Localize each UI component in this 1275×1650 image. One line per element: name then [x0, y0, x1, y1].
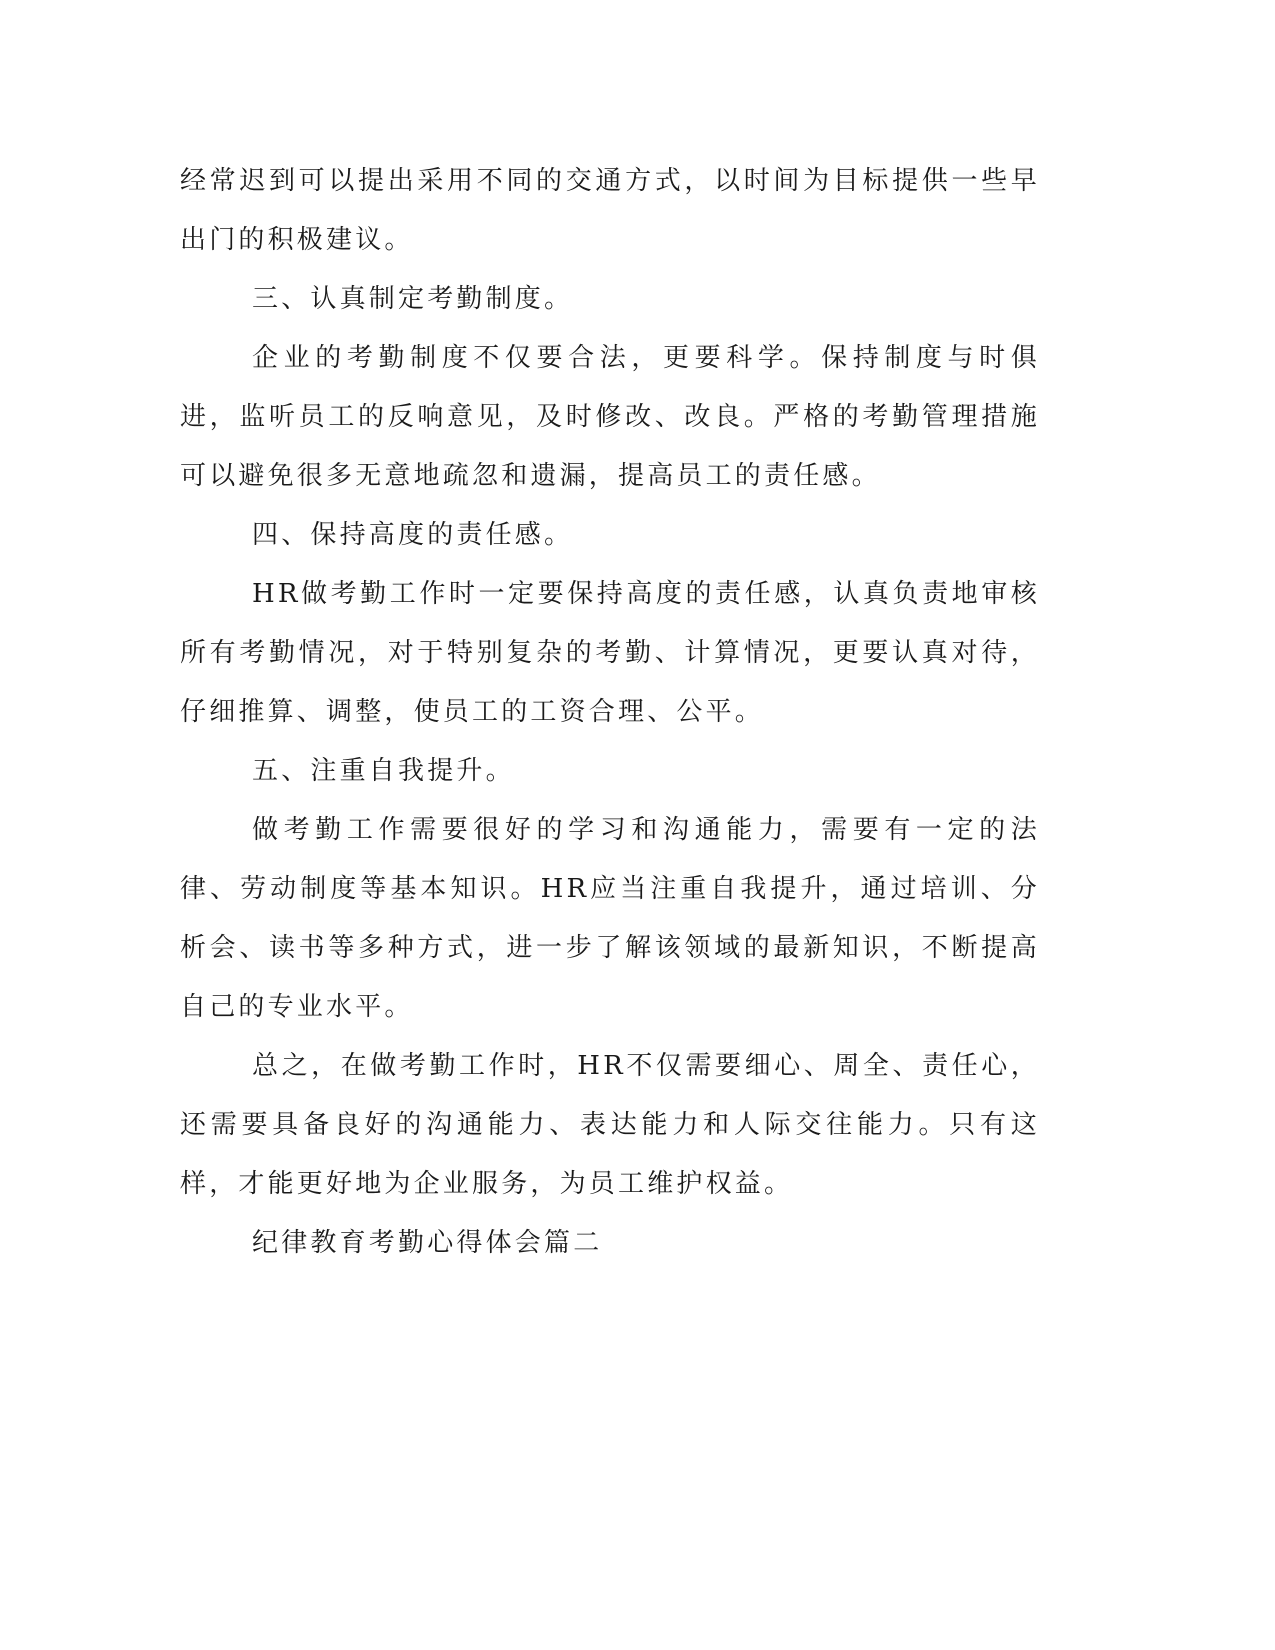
paragraph-responsibility: HR做考勤工作时一定要保持高度的责任感，认真负责地审核所有考勤情况，对于特别复杂的考勤、计算情况，更要认真对待，仔细推算、调整，使员工的工资合理、公平。: [180, 579, 1040, 727]
section-heading-4: 四、保持高度的责任感。: [252, 520, 574, 550]
section-heading-3: 三、认真制定考勤制度。: [252, 284, 574, 314]
article-title-part-two: 纪律教育考勤心得体会篇二: [252, 1228, 603, 1258]
paragraph-self-improvement: 做考勤工作需要很好的学习和沟通能力，需要有一定的法律、劳动制度等基本知识。HR应当注重自我提升，通过培训、分析会、读书等多种方式，进一步了解该领域的最新知识，不断提高自己的专业水平。: [180, 815, 1040, 1022]
paragraph-continuation: 经常迟到可以提出采用不同的交通方式，以时间为目标提供一些早出门的积极建议。: [180, 166, 1040, 255]
paragraph-summary: 总之，在做考勤工作时，HR不仅需要细心、周全、责任心，还需要具备良好的沟通能力、表达能力和人际交往能力。只有这样，才能更好地为企业服务，为员工维护权益。: [180, 1051, 1040, 1199]
section-heading-5: 五、注重自我提升。: [252, 756, 515, 786]
paragraph-attendance-system: 企业的考勤制度不仅要合法，更要科学。保持制度与时俱进，监听员工的反响意见，及时修改、改良。严格的考勤管理措施可以避免很多无意地疏忽和遗漏，提高员工的责任感。: [180, 343, 1040, 491]
document-body: [180, 152, 1040, 1273]
